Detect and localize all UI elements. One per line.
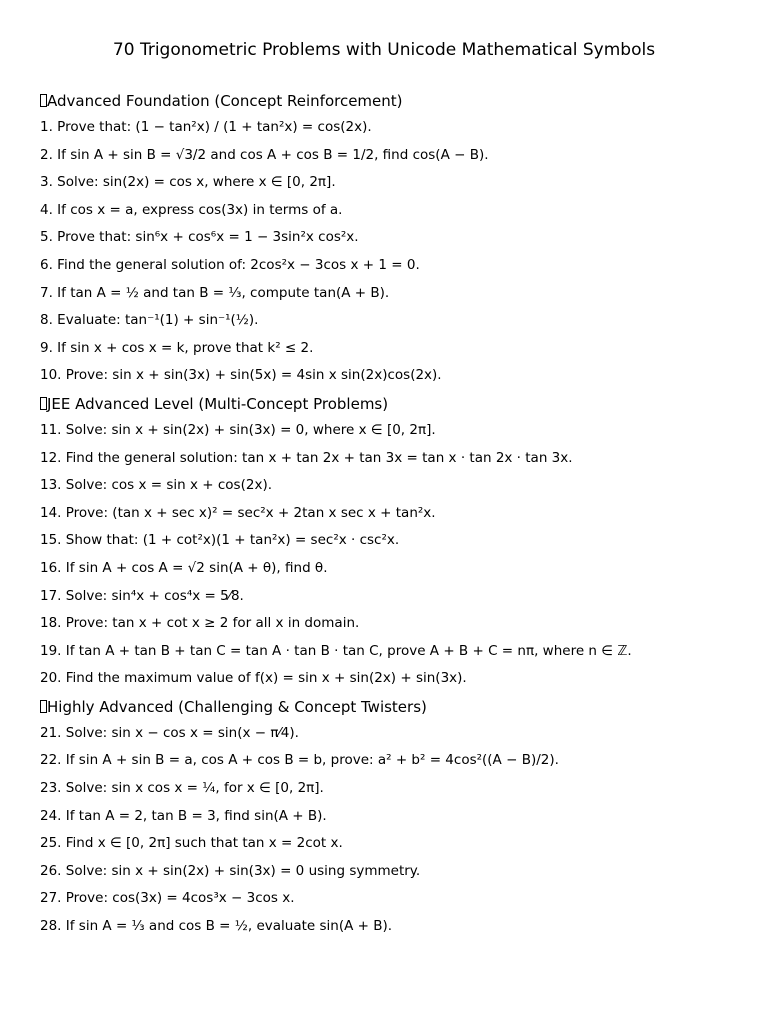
- problem-item: 13. Solve: cos x = sin x + cos(2x).: [40, 477, 272, 494]
- problem-item: 7. If tan A = ½ and tan B = ⅓, compute tan(A + B).: [40, 284, 390, 301]
- problem-item: 11. Solve: sin x + sin(2x) + sin(3x) = 0, where x ∈ [0, 2π].: [40, 421, 436, 438]
- problem-item: 6. Find the general solution of: 2cos²x − 3cos x + 1 = 0.: [40, 256, 420, 273]
- problem-item: 17. Solve: sin⁴x + cos⁴x = 5⁄8.: [40, 587, 244, 604]
- section-jee-advanced: [40, 394, 750, 697]
- problem-item: 15. Show that: (1 + cot²x)(1 + tan²x) = sec²x · csc²x.: [40, 532, 400, 549]
- page-title: 70 Trigonometric Problems with Unicode Mathematical Symbols: [112, 40, 656, 60]
- problem-item: 5. Prove that: sin⁶x + cos⁶x = 1 − 3sin²x cos²x.: [40, 229, 359, 246]
- section-heading-label: Highly Advanced (Challenging & Concept Twisters): [47, 697, 427, 716]
- problem-item: 1. Prove that: (1 − tan²x) / (1 + tan²x) = cos(2x).: [40, 119, 372, 135]
- missing-glyph-icon: [40, 94, 47, 107]
- document-body: [40, 91, 750, 945]
- missing-glyph-icon: [40, 397, 47, 410]
- problem-item: 22. If sin A + sin B = a, cos A + cos B = b, prove: a² + b² = 4cos²((A − B)/2).: [40, 752, 559, 769]
- problem-item: 18. Prove: tan x + cot x ≥ 2 for all x in domain.: [40, 615, 360, 632]
- section-heading: [40, 91, 750, 118]
- problem-item: 16. If sin A + cos A = √2 sin(A + θ), find θ.: [40, 559, 328, 576]
- section-heading: [40, 697, 750, 724]
- problem-item: 9. If sin x + cos x = k, prove that k² ≤ 2.: [40, 339, 314, 356]
- problem-item: 19. If tan A + tan B + tan C = tan A · tan B · tan C, prove A + B + C = nπ, where n ∈ ℤ.: [40, 642, 632, 659]
- section-heading: [40, 394, 750, 421]
- section-heading-label: JEE Advanced Level (Multi-Concept Problems): [47, 394, 389, 413]
- problem-item: 20. Find the maximum value of f(x) = sin x + sin(2x) + sin(3x).: [40, 670, 467, 687]
- problem-item: 3. Solve: sin(2x) = cos x, where x ∈ [0, 2π].: [40, 174, 336, 191]
- problem-item: 21. Solve: sin x − cos x = sin(x − π⁄4).: [40, 724, 299, 741]
- problem-item: 28. If sin A = ⅓ and cos B = ½, evaluate sin(A + B).: [40, 918, 393, 935]
- section-heading-label: Advanced Foundation (Concept Reinforcement): [47, 92, 403, 110]
- problem-item: 4. If cos x = a, express cos(3x) in terms of a.: [40, 201, 343, 218]
- section-advanced-foundation: [40, 91, 750, 394]
- problem-item: 10. Prove: sin x + sin(3x) + sin(5x) = 4sin x sin(2x)cos(2x).: [40, 367, 442, 384]
- problem-item: 8. Evaluate: tan⁻¹(1) + sin⁻¹(½).: [40, 312, 259, 329]
- problem-item: 14. Prove: (tan x + sec x)² = sec²x + 2tan x sec x + tan²x.: [40, 504, 436, 521]
- section-highly-advanced: [40, 697, 750, 945]
- problem-item: 25. Find x ∈ [0, 2π] such that tan x = 2cot x.: [40, 835, 343, 852]
- problem-item: 2. If sin A + sin B = √3/2 and cos A + cos B = 1/2, find cos(A − B).: [40, 146, 489, 163]
- problem-item: 26. Solve: sin x + sin(2x) + sin(3x) = 0 using symmetry.: [40, 862, 421, 879]
- problem-item: 24. If tan A = 2, tan B = 3, find sin(A + B).: [40, 807, 327, 824]
- missing-glyph-icon: [40, 700, 47, 713]
- problem-item: 23. Solve: sin x cos x = ¼, for x ∈ [0, 2π].: [40, 780, 324, 797]
- problem-item: 27. Prove: cos(3x) = 4cos³x − 3cos x.: [40, 890, 295, 907]
- problem-item: 12. Find the general solution: tan x + tan 2x + tan 3x = tan x · tan 2x · tan 3x.: [40, 449, 573, 466]
